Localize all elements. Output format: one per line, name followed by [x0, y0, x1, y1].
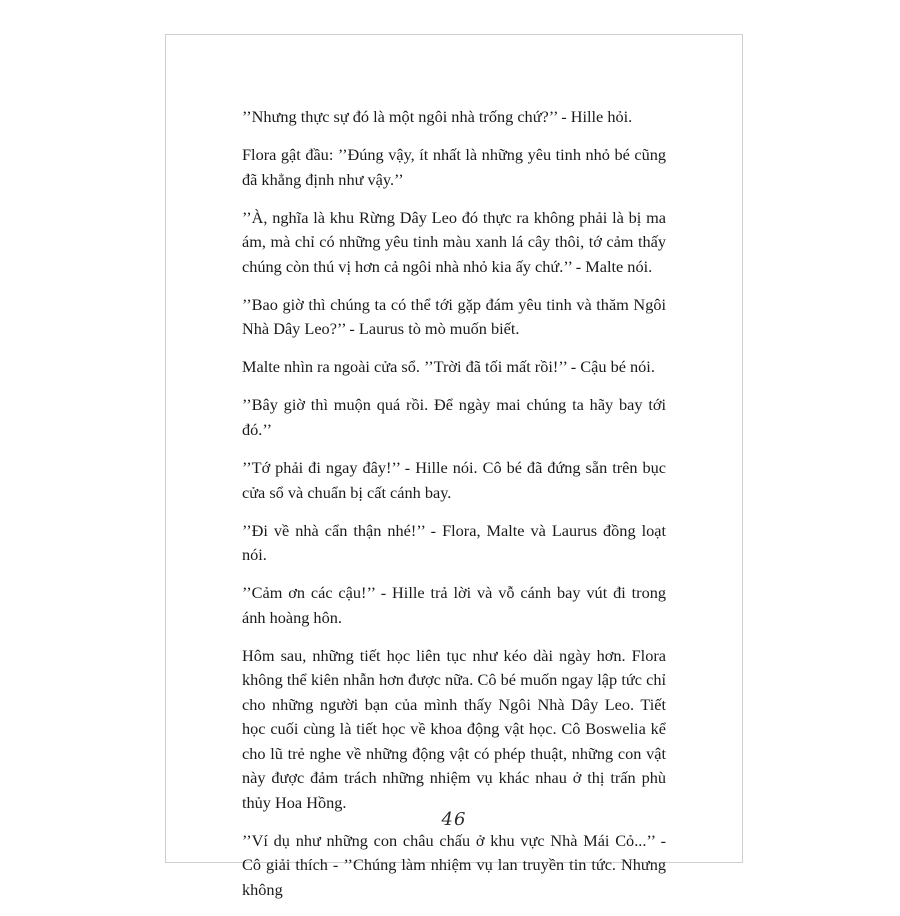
paragraph: ’’Nhưng thực sự đó là một ngôi nhà trống chứ?’’ - Hille hỏi. [242, 107, 633, 126]
book-page [165, 34, 743, 899]
paragraph: ’’Cảm ơn các cậu!’’ - Hille trả lời và vỗ cánh bay vút đi trong ánh hoàng hôn. [242, 583, 666, 627]
paragraph: Flora gật đầu: ’’Đúng vậy, ít nhất là những yêu tinh nhỏ bé cũng đã khẳng định như vậy.’’ [242, 145, 666, 189]
paragraph: Hôm sau, những tiết học liên tục như kéo dài ngày hơn. Flora không thể kiên nhẫn hơn được nữa. Cô bé muốn ngay lập tức chỉ cho những người bạn của mình thấy Ngôi Nhà Dây Leo. Tiết học cuối cùng là tiết học về khoa động vật học. Cô Boswelia kể cho lũ trẻ nghe về những động vật có phép thuật, những con vật này được đảm trách những nhiệm vụ khác nhau ở thị trấn phù thủy Hoa Hồng. [242, 645, 666, 812]
paragraph: ’’Đi về nhà cẩn thận nhé!’’ - Flora, Malte và Laurus đồng loạt nói. [242, 520, 666, 565]
paragraph: ’’Bây giờ thì muộn quá rồi. Để ngày mai chúng ta hãy bay tới đó.’’ [242, 395, 666, 439]
paragraph: ’’Ví dụ như những con châu chấu ở khu vực Nhà Mái Cỏ...’’ - Cô giải thích - ’’Chúng làm nhiệm vụ lan truyền tin tức. Nhưng không [242, 830, 666, 899]
paragraph: ’’À, nghĩa là khu Rừng Dây Leo đó thực ra không phải là bị ma ám, mà chỉ có những yêu tinh màu xanh lá cây thôi, tớ cảm thấy chúng còn thú vị hơn cả ngôi nhà nhỏ kia ấy chứ.’’ - Malte nói. [242, 207, 666, 276]
page-number: 46 [441, 809, 467, 830]
paragraph: ’’Bao giờ thì chúng ta có thể tới gặp đám yêu tinh và thăm Ngôi Nhà Dây Leo?’’ - Laurus tò mò muốn biết. [242, 294, 666, 339]
paragraph: Malte nhìn ra ngoài cửa sổ. ’’Trời đã tối mất rồi!’’ - Cậu bé nói. [242, 357, 655, 377]
paragraph: ’’Tớ phải đi ngay đây!’’ - Hille nói. Cô bé đã đứng sẵn trên bục cửa sổ và chuẩn bị cất cánh bay. [242, 458, 666, 502]
page-body [242, 105, 666, 916]
